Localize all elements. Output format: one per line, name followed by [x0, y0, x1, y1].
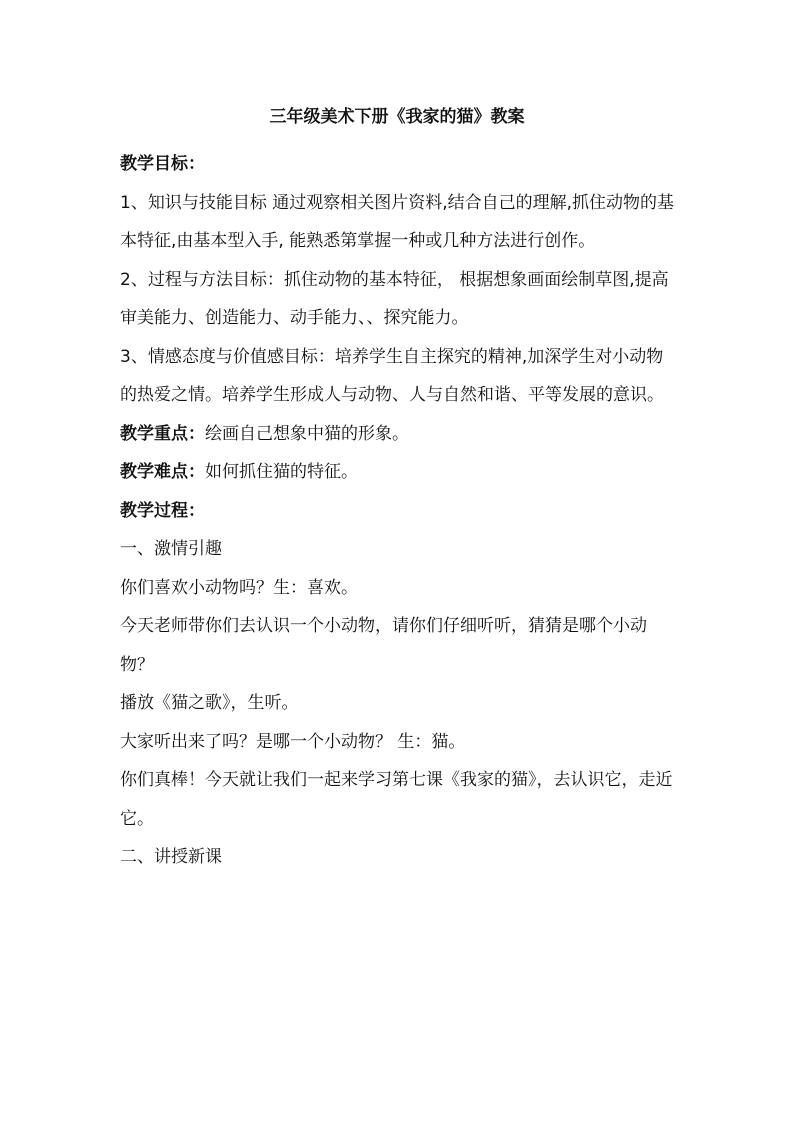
paragraph-text: 绘画自己想象中猫的形象。 — [205, 423, 409, 444]
paragraph-question-2 — [120, 607, 680, 684]
paragraph-objective-2 — [120, 261, 680, 338]
paragraph-label: 教学重点： — [120, 423, 205, 444]
paragraph-text: 你们真棒！今天就让我们一起来学习第七课《我家的猫》，去认识它，走近它。 — [120, 770, 673, 829]
document-body — [120, 145, 680, 877]
paragraph-objective-1 — [120, 184, 680, 261]
paragraph-label: 教学目标： — [120, 154, 205, 174]
paragraph-key-point — [120, 415, 680, 454]
paragraph-teaching-objectives — [120, 145, 680, 184]
paragraph-lesson-intro — [120, 761, 680, 838]
paragraph-label: 教学过程： — [120, 500, 205, 521]
paragraph-text: 你们喜欢小动物吗？生：喜欢。 — [120, 577, 358, 598]
paragraph-text: 一、激情引趣 — [120, 539, 222, 559]
paragraph-text: 3、情感态度与价值感目标：培养学生自主探究的精神,加深学生对小动物的热爱之情。培养学生形成人与动物、人与自然和谐、平等发展的意识。 — [120, 346, 664, 405]
document-title: 三年级美术下册《我家的猫》教案 — [269, 107, 525, 127]
paragraph-objective-3 — [120, 338, 680, 415]
paragraph-text: 如何抓住猫的特征。 — [205, 462, 358, 482]
paragraph-text: 播放《猫之歌》，生听。 — [120, 693, 299, 713]
paragraph-text: 大家听出来了吗？是哪一个小动物？ 生：猫。 — [120, 731, 466, 752]
paragraph-section-1 — [120, 530, 680, 569]
paragraph-difficult-point — [120, 453, 680, 492]
paragraph-text: 今天老师带你们去认识一个小动物，请你们仔细听听，猜猜是哪个小动物？ — [120, 616, 647, 675]
paragraph-label: 教学难点： — [120, 462, 205, 482]
paragraph-question-3 — [120, 723, 680, 762]
paragraph-text: 二、讲授新课 — [120, 847, 222, 867]
paragraph-play-song — [120, 684, 680, 723]
paragraph-teaching-process — [120, 492, 680, 531]
paragraph-text: 1、知识与技能目标 通过观察相关图片资料,结合自己的理解,抓住动物的基本特征,由基本型入手, 能熟悉第掌握一种或几种方法进行创作。 — [120, 192, 675, 251]
paragraph-text: 2、过程与方法目标：抓住动物的基本特征， 根据想象画面绘制草图,提高审美能力、创造能力、动手能力、、探究能力。 — [120, 269, 669, 328]
paragraph-section-2 — [120, 838, 680, 877]
paragraph-question-1 — [120, 569, 680, 608]
